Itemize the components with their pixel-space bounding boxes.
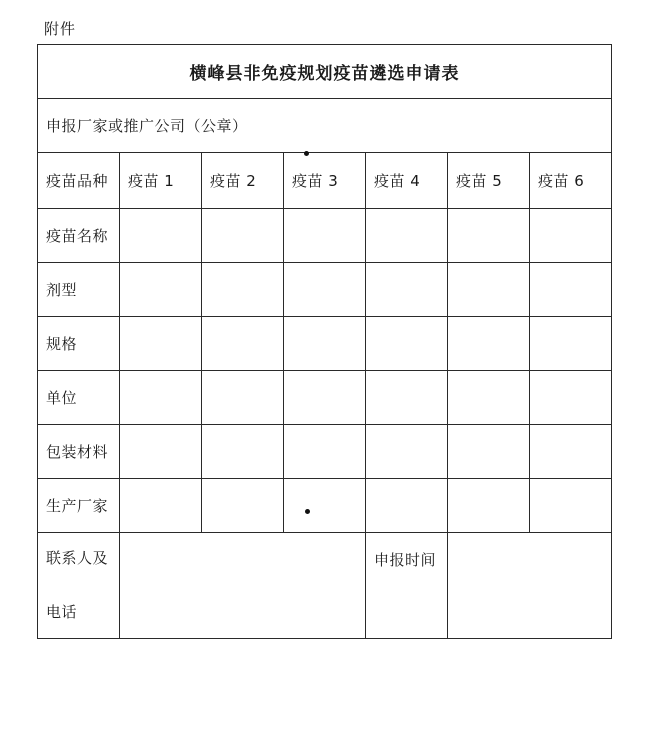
title-row [38,45,612,99]
blank-cell[interactable] [284,317,366,371]
blank-cell[interactable] [366,263,448,317]
blank-cell[interactable] [448,425,530,479]
blank-cell[interactable] [202,479,284,533]
contact-label-line-2: 电话 [46,603,78,621]
blank-cell[interactable] [284,263,366,317]
blank-cell[interactable] [284,479,366,533]
vaccine-variety-label: 疫苗品种 [38,153,120,209]
blank-cell[interactable] [530,479,612,533]
blank-cell[interactable] [284,209,366,263]
blank-cell[interactable] [202,209,284,263]
table-row [38,371,612,425]
contact-value-cell[interactable] [120,533,366,639]
form-title: 横峰县非免疫规划疫苗遴选申请表 [38,45,612,99]
row-label-vaccine-name: 疫苗名称 [38,209,120,263]
blank-cell[interactable] [448,209,530,263]
vaccine-header-row [38,153,612,209]
contact-label-line-1: 联系人及 [46,549,109,567]
blank-cell[interactable] [530,371,612,425]
ink-dot-mark [304,151,309,156]
blank-cell[interactable] [448,479,530,533]
report-time-value-cell[interactable] [448,533,612,639]
contact-row [38,533,612,639]
row-label-dosage-form: 剂型 [38,263,120,317]
blank-cell[interactable] [120,479,202,533]
table-row [38,425,612,479]
blank-cell[interactable] [366,317,448,371]
blank-cell[interactable] [448,263,530,317]
blank-cell[interactable] [284,425,366,479]
company-label: 申报厂家或推广公司（公章） [38,99,612,153]
blank-cell[interactable] [284,371,366,425]
blank-cell[interactable] [530,209,612,263]
table-row [38,263,612,317]
blank-cell[interactable] [202,425,284,479]
vaccine-application-form [37,44,612,639]
blank-cell[interactable] [202,371,284,425]
row-label-packaging-material: 包装材料 [38,425,120,479]
vaccine-column-5: 疫苗 5 [448,153,530,209]
blank-cell[interactable] [120,263,202,317]
blank-cell[interactable] [530,317,612,371]
vaccine-column-4: 疫苗 4 [366,153,448,209]
attachment-label: 附件 [44,20,77,38]
row-label-specification: 规格 [38,317,120,371]
row-label-manufacturer: 生产厂家 [38,479,120,533]
contact-label [38,533,120,639]
vaccine-column-1: 疫苗 1 [120,153,202,209]
table-row [38,317,612,371]
row-label-unit: 单位 [38,371,120,425]
blank-cell[interactable] [366,209,448,263]
table-row [38,479,612,533]
blank-cell[interactable] [120,425,202,479]
blank-cell[interactable] [448,317,530,371]
ink-dot-mark [305,509,310,514]
vaccine-column-3: 疫苗 3 [284,153,366,209]
blank-cell[interactable] [366,371,448,425]
blank-cell[interactable] [202,263,284,317]
blank-cell[interactable] [366,479,448,533]
blank-cell[interactable] [530,263,612,317]
vaccine-column-6: 疫苗 6 [530,153,612,209]
blank-cell[interactable] [120,371,202,425]
report-time-label: 申报时间 [366,533,448,639]
blank-cell[interactable] [448,371,530,425]
blank-cell[interactable] [366,425,448,479]
blank-cell[interactable] [120,209,202,263]
blank-cell[interactable] [530,425,612,479]
company-row [38,99,612,153]
blank-cell[interactable] [120,317,202,371]
vaccine-column-2: 疫苗 2 [202,153,284,209]
blank-cell[interactable] [202,317,284,371]
table-row [38,209,612,263]
